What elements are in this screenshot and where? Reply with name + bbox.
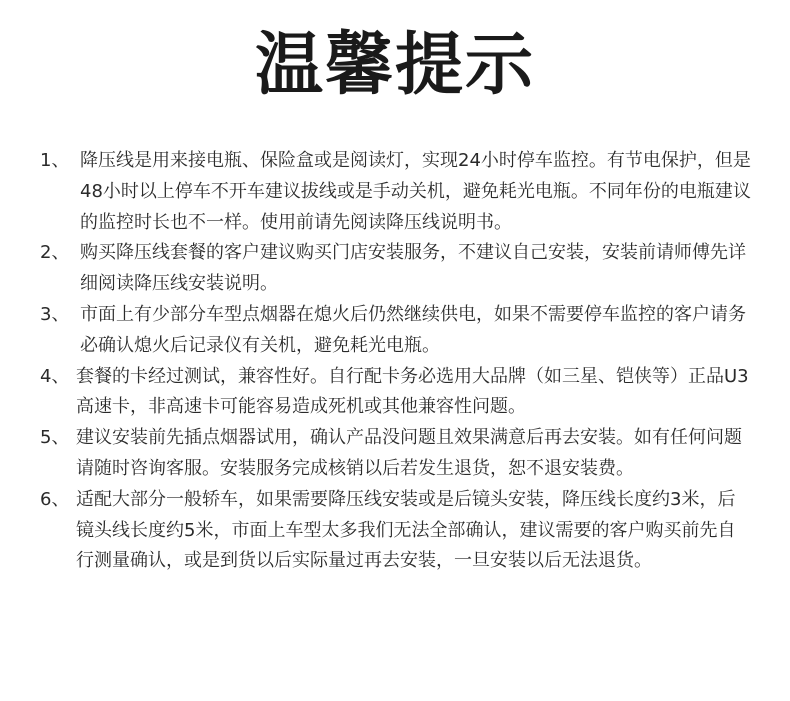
page-title: 温馨提示 <box>254 26 535 105</box>
notice-text: 购买降压线套餐的客户建议购买门店安装服务，不建议自己安装，安装前请师傅先详细阅读降压线安装说明。 <box>80 242 746 295</box>
notice-text: 套餐的卡经过测试，兼容性好。自行配卡务必选用大品牌（如三星、铠侠等）正品U3高速卡，非高速卡可能容易造成死机或其他兼容性问题。 <box>76 365 749 418</box>
notice-item-4 <box>40 362 752 424</box>
notice-number: 3、 <box>40 303 70 325</box>
notice-item-5 <box>40 423 752 485</box>
notice-number: 4、 <box>40 365 70 387</box>
notice-text: 建议安装前先插点烟器试用，确认产品没问题且效果满意后再去安装。如有任何问题请随时咨询客服。安装服务完成核销以后若发生退货，恕不退安装费。 <box>76 427 742 479</box>
notice-item-2 <box>40 238 752 300</box>
notice-number: 6、 <box>40 488 70 510</box>
notice-number: 5、 <box>40 427 70 449</box>
notice-text: 适配大部分一般轿车，如果需要降压线安装或是后镜头安装，降压线长度约3米，后镜头线长度约5米，市面上车型太多我们无法全部确认，建议需要的客户购买前先自行测量确认，或是到货以后实际量过再去安装，一旦安装以后无法退货。 <box>76 488 736 572</box>
notice-text: 市面上有少部分车型点烟器在熄火后仍然继续供电，如果不需要停车监控的客户请务必确认熄火后记录仪有关机，避免耗光电瓶。 <box>80 303 746 356</box>
notice-list <box>40 146 752 577</box>
notice-number: 2、 <box>40 242 70 264</box>
notice-text: 降压线是用来接电瓶、保险盒或是阅读灯，实现24小时停车监控。有节电保护，但是48小时以上停车不开车建议拔线或是手动关机，避免耗光电瓶。不同年份的电瓶建议的监控时长也不一样。使用前请先阅读降压线说明书。 <box>80 150 751 233</box>
notice-item-3 <box>40 300 752 362</box>
notice-item-6 <box>40 485 752 577</box>
notice-item-1 <box>40 146 752 238</box>
notice-number: 1、 <box>40 150 70 171</box>
